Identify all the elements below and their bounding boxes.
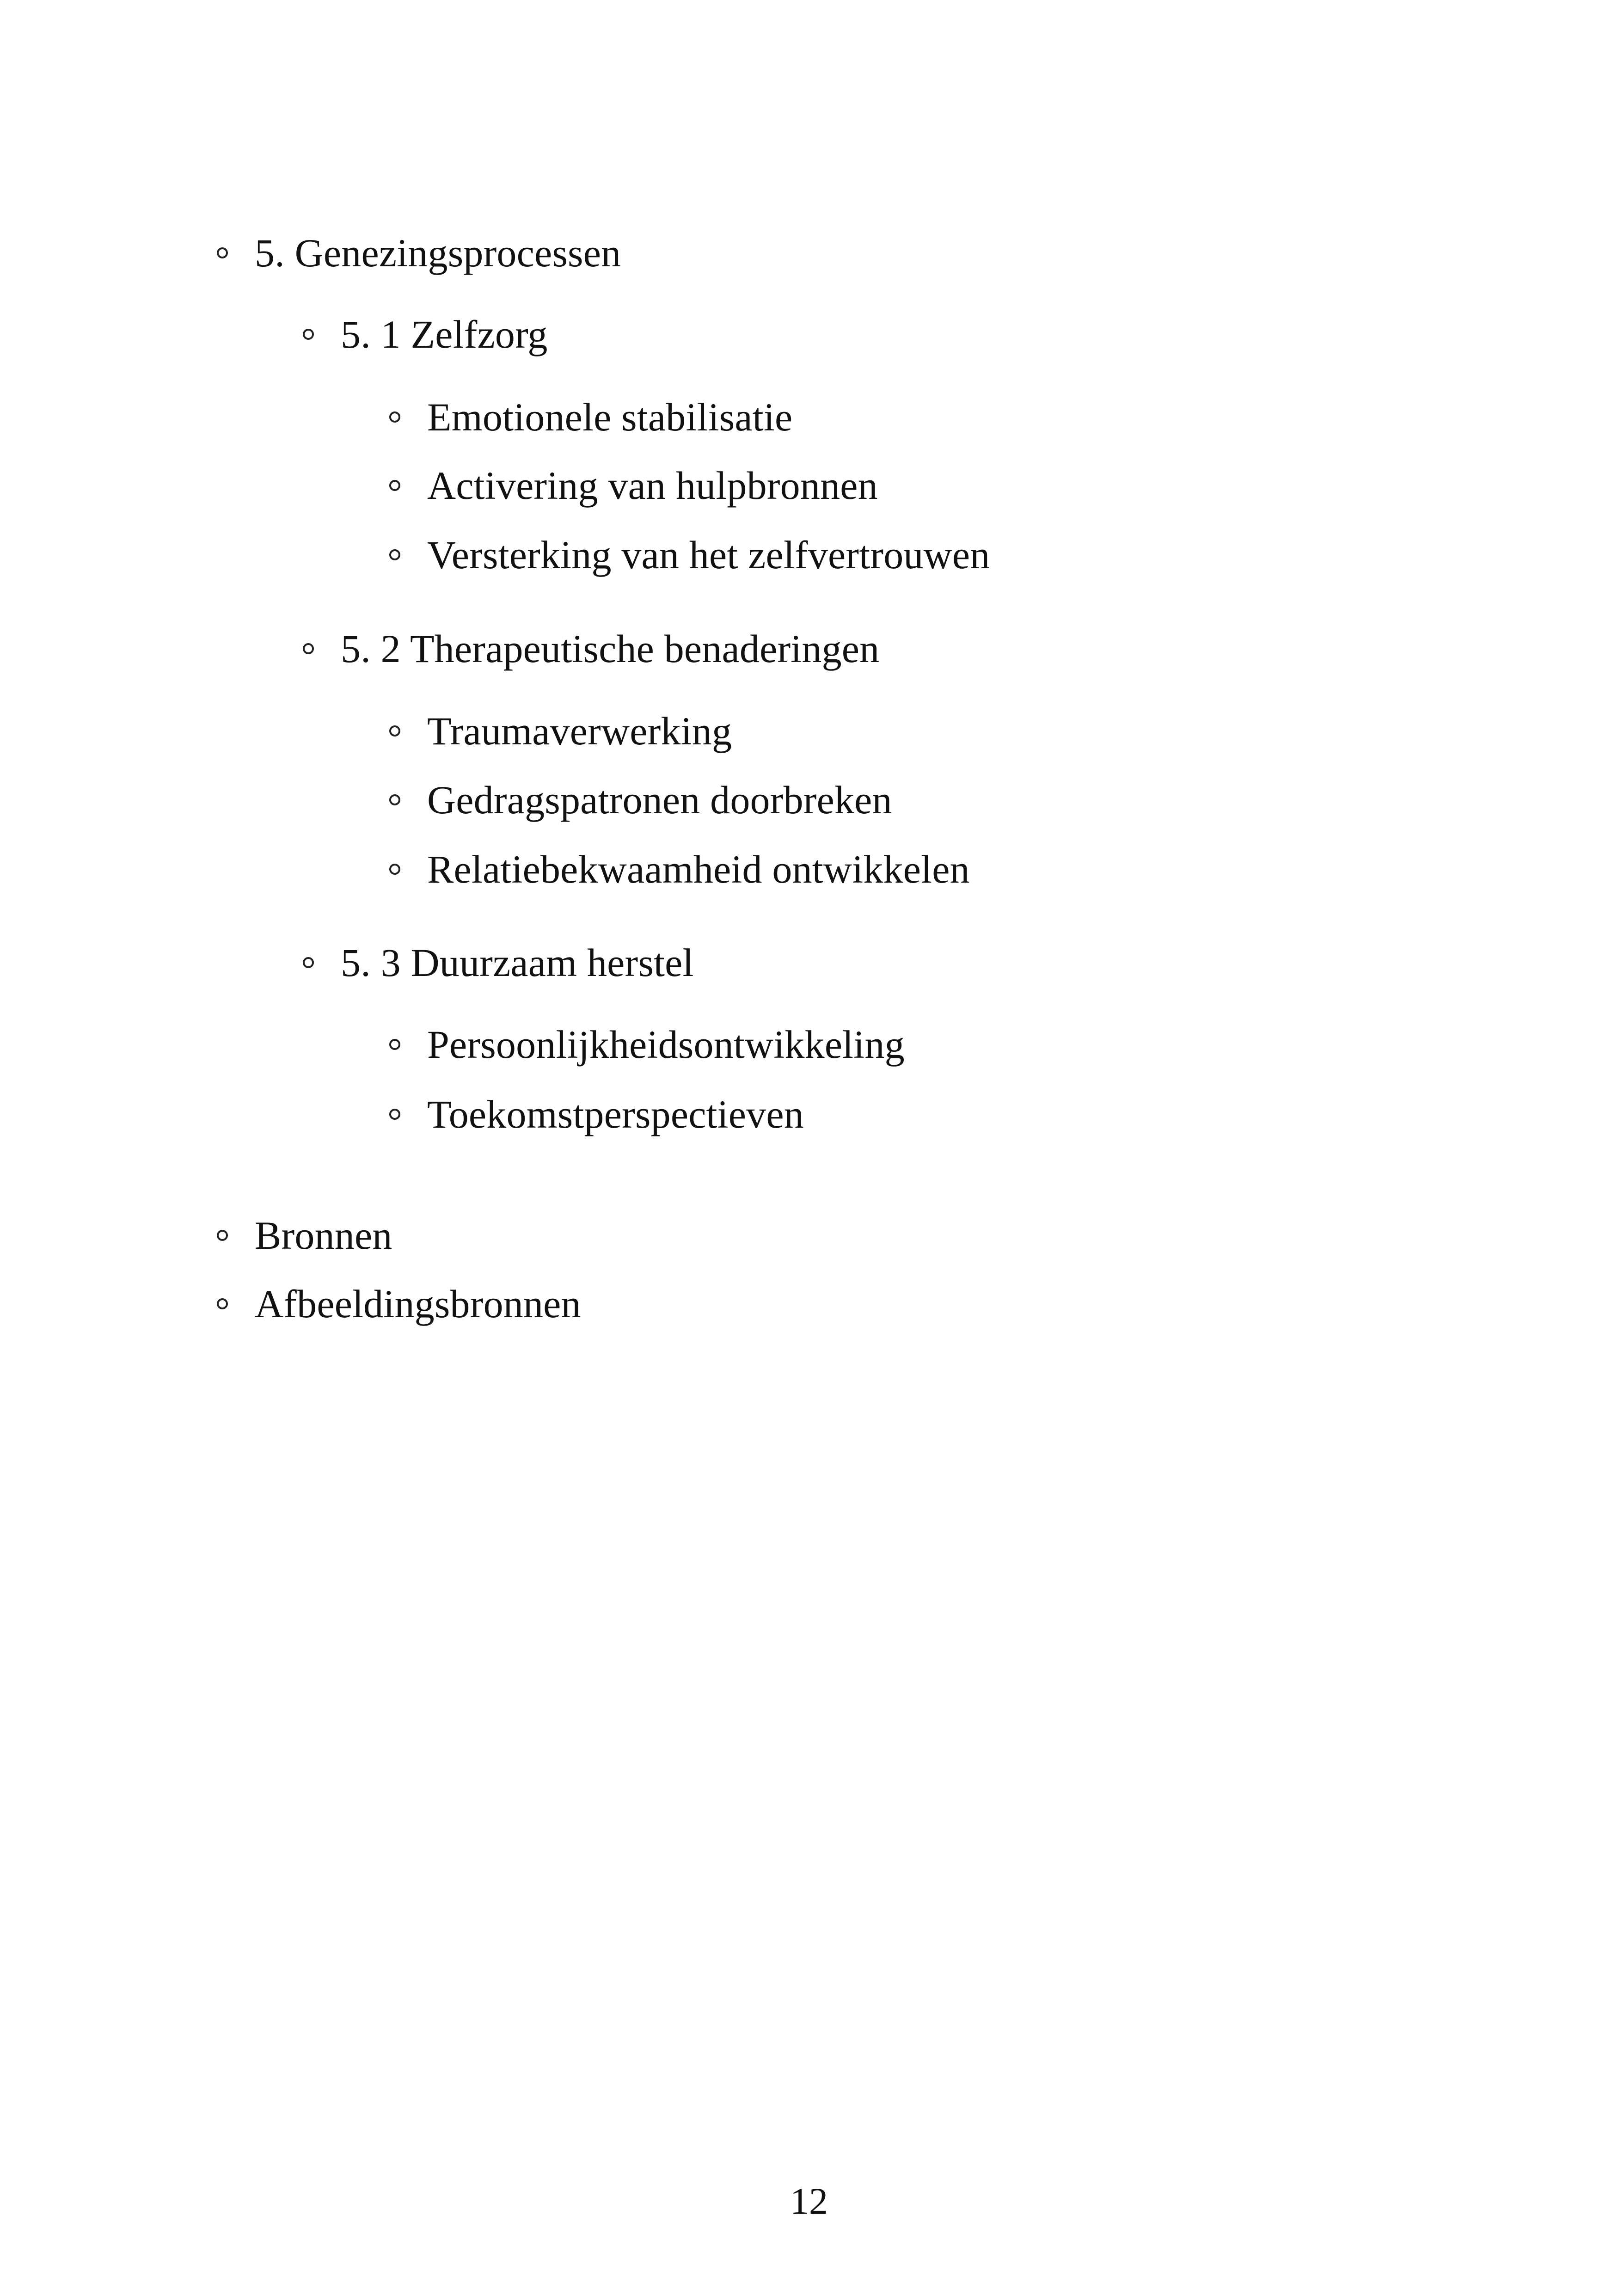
hollow-circle-icon: [389, 1039, 400, 1050]
outline-item-label: Versterking van het zelfvertrouwen: [427, 533, 990, 577]
hollow-circle-icon: [389, 864, 400, 875]
outline-item-afbeeldingsbronnen: [217, 1276, 581, 1332]
hollow-circle-icon: [303, 329, 314, 340]
hollow-circle-icon: [389, 480, 400, 491]
outline-item-label: Persoonlijkheidsontwikkeling: [427, 1022, 905, 1067]
hollow-circle-icon: [217, 1298, 228, 1309]
outline-item-label: Afbeeldingsbronnen: [255, 1282, 581, 1326]
hollow-circle-icon: [389, 794, 400, 805]
hollow-circle-icon: [389, 549, 400, 560]
outline-item-label: Gedragspatronen doorbreken: [427, 778, 892, 822]
outline-item-zelfzorg: [303, 307, 548, 362]
outline-item-label: 5. Genezingsprocessen: [255, 231, 621, 275]
outline-item-versterking-zelfvertrouwen: [389, 527, 990, 583]
outline-item-therapeutische-benaderingen: [303, 621, 879, 676]
outline-item-label: Relatiebekwaamheid ontwikkelen: [427, 847, 970, 891]
outline-item-label: Emotionele stabilisatie: [427, 395, 793, 439]
outline-item-bronnen: [217, 1208, 392, 1263]
hollow-circle-icon: [389, 1109, 400, 1120]
hollow-circle-icon: [389, 411, 400, 423]
outline-item-relatiebekwaamheid: [389, 841, 970, 897]
outline-item-toekomstperspectieven: [389, 1087, 804, 1142]
outline-item-label: Toekomstperspectieven: [427, 1092, 804, 1136]
outline-item-label: Activering van hulpbronnen: [427, 463, 878, 508]
hollow-circle-icon: [217, 247, 228, 258]
outline-item-activering-hulpbronnen: [389, 458, 878, 513]
outline-item-label: 5. 3 Duurzaam herstel: [341, 940, 694, 985]
hollow-circle-icon: [303, 643, 314, 654]
outline-item-persoonlijkheidsontwikkeling: [389, 1017, 905, 1072]
outline-item-label: 5. 1 Zelfzorg: [341, 312, 548, 356]
outline-item-emotionele-stabilisatie: [389, 389, 792, 445]
outline-item-traumaverwerking: [389, 703, 732, 759]
outline-item-label: Bronnen: [255, 1213, 392, 1258]
hollow-circle-icon: [389, 725, 400, 737]
hollow-circle-icon: [303, 957, 314, 968]
hollow-circle-icon: [217, 1230, 228, 1241]
outline-item-label: Traumaverwerking: [427, 709, 732, 753]
outline-item-genezingsprocessen: [217, 225, 621, 281]
outline-item-label: 5. 2 Therapeutische benaderingen: [341, 626, 880, 671]
outline-item-duurzaam-herstel: [303, 935, 694, 990]
page-number: 12: [790, 2180, 828, 2222]
outline-item-gedragspatronen: [389, 772, 892, 828]
